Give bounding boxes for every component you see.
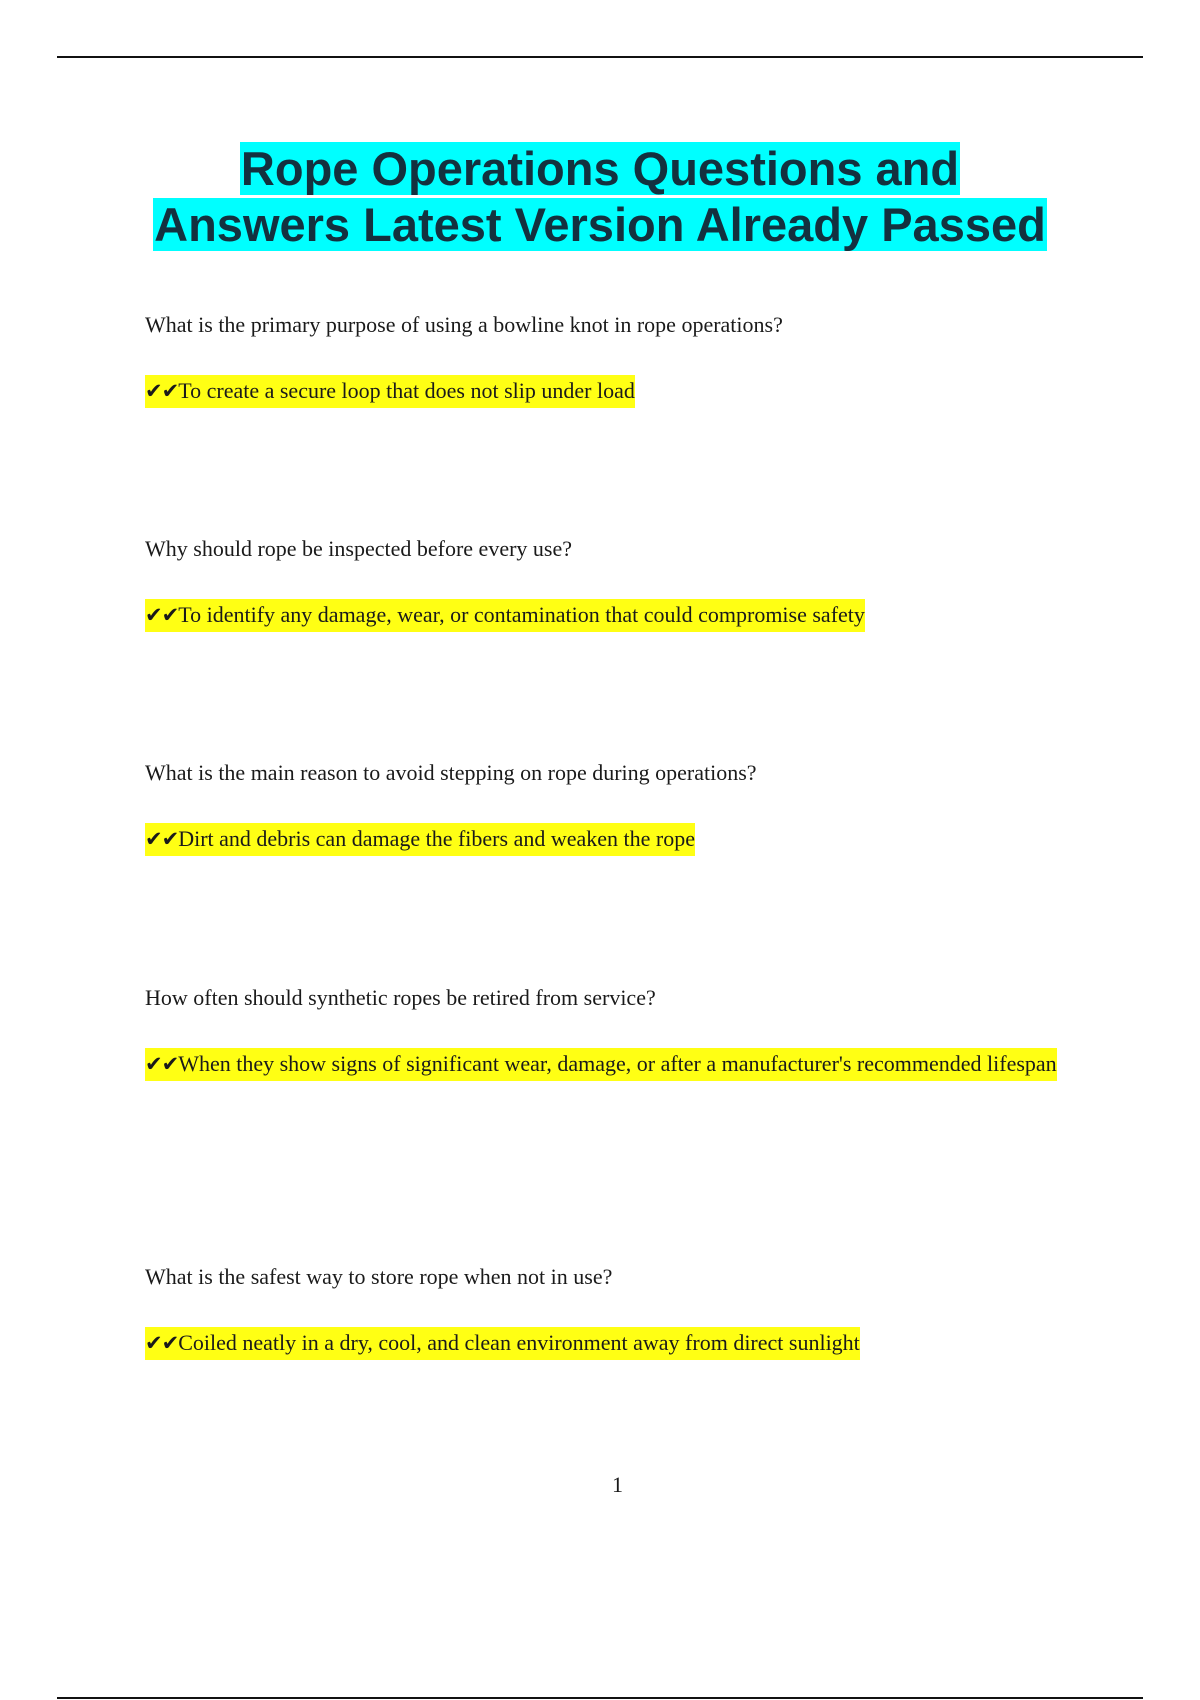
check-icon: ✔✔ [145,827,179,851]
title-line-1: Rope Operations Questions and [240,142,960,195]
answer-label: Dirt and debris can damage the fibers and weaken the rope [178,826,695,851]
document-title [100,141,1100,253]
answer-text [145,1312,1085,1374]
answer-text [145,360,1085,422]
question-text: How often should synthetic ropes be retired from service? [145,985,656,1010]
question-text: What is the main reason to avoid stepping on rope during operations? [145,760,757,785]
check-icon: ✔✔ [145,1052,179,1076]
question-text: What is the safest way to store rope when not in use? [145,1264,613,1289]
question-text: What is the primary purpose of using a bowline knot in rope operations? [145,312,783,337]
answer-label: To create a secure loop that does not slip under load [178,378,635,403]
check-icon: ✔✔ [145,1331,179,1355]
title-line-2: Answers Latest Version Already Passed [154,198,1046,251]
qa-item [145,758,1085,870]
answer-label: To identify any damage, wear, or contamination that could compromise safety [178,602,865,627]
check-icon: ✔✔ [145,603,179,627]
question-text: Why should rope be inspected before every use? [145,536,573,561]
answer-text [145,1033,1085,1095]
qa-item [145,310,1085,422]
answer-text [145,584,1085,646]
footer-rule [57,1697,1143,1699]
page-number: 1 [612,1472,623,1497]
qa-item [145,534,1085,646]
qa-item [145,1262,1085,1374]
header-rule [57,56,1143,58]
answer-label: When they show signs of significant wear, damage, or after a manufacturer's recommended lifespan [178,1051,1057,1076]
answer-text [145,808,1085,870]
answer-label: Coiled neatly in a dry, cool, and clean environment away from direct sunlight [178,1330,860,1355]
check-icon: ✔✔ [145,379,179,403]
qa-item [145,983,1085,1095]
